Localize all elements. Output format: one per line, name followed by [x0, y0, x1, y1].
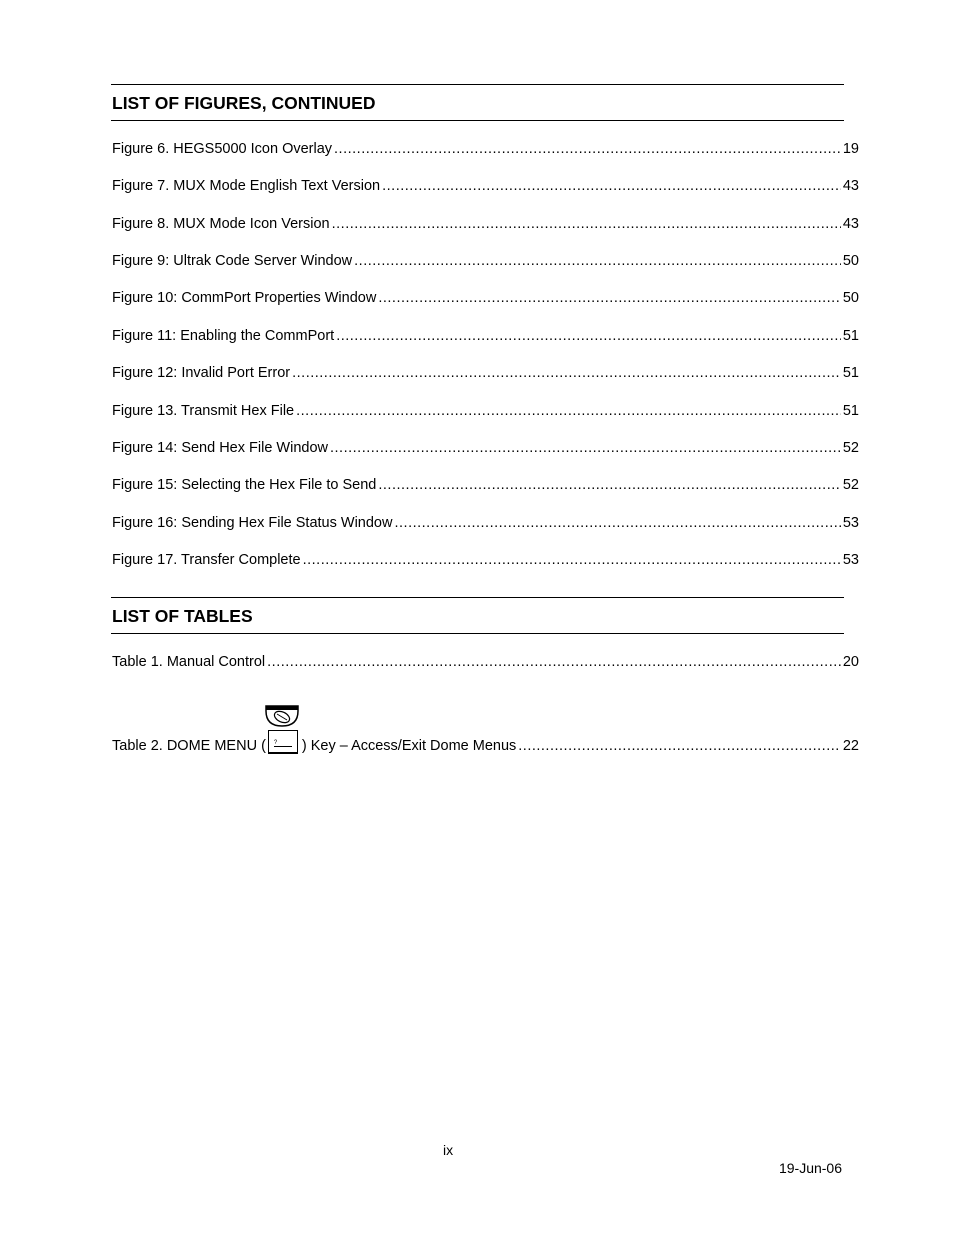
toc-entry-page: 51: [842, 403, 859, 419]
toc-entry-label: Figure 17. Transfer Complete: [112, 552, 301, 568]
toc-entry-label-after: ) Key – Access/Exit Dome Menus: [301, 738, 517, 754]
toc-entry-label: Figure 6. HEGS5000 Icon Overlay: [112, 141, 333, 157]
document-date: 19-Jun-06: [778, 1160, 842, 1176]
toc-entry-page: 43: [842, 216, 859, 232]
toc-entry[interactable]: [112, 252, 859, 270]
toc-entry-label: Figure 8. MUX Mode Icon Version: [112, 216, 330, 232]
toc-entry[interactable]: [112, 177, 859, 195]
figures-section-title: LIST OF FIGURES, CONTINUED: [111, 85, 844, 121]
figures-section-header: [111, 84, 844, 121]
toc-entry-page: 22: [842, 738, 859, 754]
toc-entry[interactable]: [112, 364, 859, 382]
toc-entry[interactable]: [112, 215, 859, 233]
toc-entry[interactable]: [112, 476, 859, 494]
toc-entry-label-before: Table 2. DOME MENU (: [112, 738, 266, 754]
key-outline: [268, 730, 298, 754]
dot-leader: [394, 514, 840, 532]
toc-entry-page: 52: [842, 477, 859, 493]
toc-entry-label: Figure 15: Selecting the Hex File to Send: [112, 477, 377, 493]
dot-leader: [518, 737, 841, 755]
toc-entry-page: 19: [842, 141, 859, 157]
toc-entry-label: Figure 13. Transmit Hex File: [112, 403, 295, 419]
toc-entry[interactable]: [112, 289, 859, 307]
toc-entry-dome-menu[interactable]: [112, 730, 859, 755]
dot-leader: [354, 252, 841, 270]
dot-leader: [292, 364, 841, 382]
toc-entry-page: 53: [842, 515, 859, 531]
toc-entry-page: 50: [842, 290, 859, 306]
dot-leader: [296, 402, 841, 420]
tables-section-title: LIST OF TABLES: [111, 598, 844, 634]
dot-leader: [336, 327, 841, 345]
toc-entry-label: Figure 7. MUX Mode English Text Version: [112, 178, 381, 194]
dot-leader: [378, 476, 840, 494]
toc-entry-page: 51: [842, 365, 859, 381]
toc-entry[interactable]: [112, 514, 859, 532]
toc-entry-label: Figure 14: Send Hex File Window: [112, 440, 328, 456]
toc-entry[interactable]: [112, 402, 859, 420]
toc-entry-label: Figure 16: Sending Hex File Status Window: [112, 515, 393, 531]
dot-leader: [382, 177, 841, 195]
page-number: ix: [443, 1142, 454, 1158]
toc-entry-page: 52: [842, 440, 859, 456]
dot-leader: [303, 551, 841, 569]
dot-leader: [378, 289, 841, 307]
toc-entry[interactable]: [112, 327, 859, 345]
tables-section-header: [111, 597, 844, 634]
dot-leader: [267, 653, 841, 671]
toc-entry-page: 53: [842, 552, 859, 568]
toc-entry-page: 50: [842, 253, 859, 269]
dome-menu-key-icon: [267, 730, 301, 754]
toc-entry[interactable]: [112, 140, 859, 158]
dot-leader: [334, 140, 841, 158]
dome-camera-icon: [263, 703, 301, 729]
toc-entry-label: Figure 9: Ultrak Code Server Window: [112, 253, 353, 269]
toc-entry-page: 51: [842, 328, 859, 344]
toc-entry-page: 43: [842, 178, 859, 194]
dot-leader: [330, 439, 841, 457]
toc-entry-page: 20: [842, 654, 859, 670]
toc-entry[interactable]: [112, 439, 859, 457]
toc-entry-label: [112, 730, 516, 755]
toc-entry[interactable]: [112, 653, 859, 671]
toc-entry-label: Figure 10: CommPort Properties Window: [112, 290, 377, 306]
toc-entry-label: Figure 11: Enabling the CommPort: [112, 328, 335, 344]
toc-entry-label: Figure 12: Invalid Port Error: [112, 365, 291, 381]
toc-entry-label: Table 1. Manual Control: [112, 654, 266, 670]
dot-leader: [332, 215, 841, 233]
toc-entry[interactable]: [112, 551, 859, 569]
